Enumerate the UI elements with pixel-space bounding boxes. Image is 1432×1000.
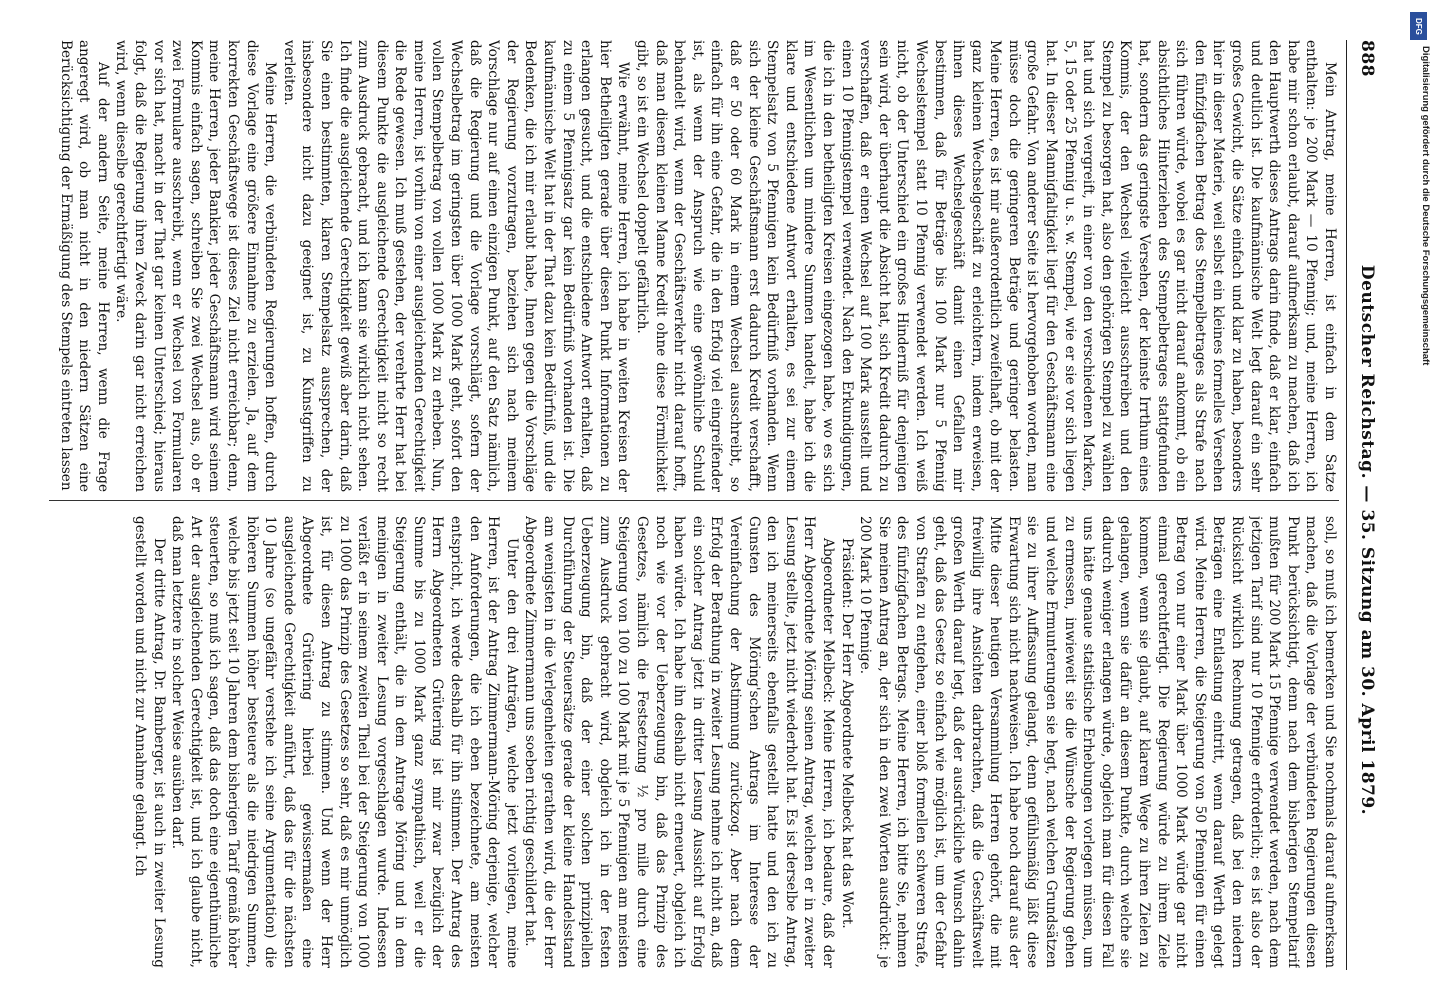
paragraph: Unter den drei Anträgen, welche jetzt vorliegen, meine Herren, ist der Antrag Zimmermann-Möring derjenige, welcher den Anforderungen, die ich eben bezeichnete, am meisten entspricht, ich werde deshalb für ihn stimmen. Der Antrag des Herrn Abgeordneten Grütering ist mir zwar bezüglich der Summe bis zu 1000 Mark ganz sympathisch, weil er die Steigerung enthält, die in dem Antrage Möring und in dem meinigen in zweiter Lesung vorgeschlagen wurde. Indessen verläßt er in seinem zweiten Theil bei der Steigerung von 1000 zu 1000 das Prinzip des Gesetzes so sehr, daß es mir unmöglich ist, für diesen Antrag zu stimmen. Und wenn der Herr Abgeordnete Grütering hierbei gewissermaßen eine ausgleichende Gerechtigkeit anführt, daß das für die nächsten 10 Jahre (so ungefähr verstehe ich seine Argumentation) die höheren Summen höher besteuere als die niedrigen Summen, welche bis jetzt seit 10 Jahren dem bisherigen Tarif gemäß höher steuerten, so muß ich sagen, daß das doch eine eigenthümliche Art der ausgleichenden Gerechtigkeit ist, und ich glaube nicht, daß man letztere in solcher Weise ausüben darf.: [169, 516, 520, 968]
right-column: [39, 516, 1339, 968]
header-rule: [1346, 40, 1347, 970]
speaker-statement: Abgeordneter Melbeck: Meine Herren, ich bedaure, daß der Herr Abgeordnete Möring seinen Antrag, welchen er in zweiter Lesung stellte, jetzt nicht wiederholt hat. Es ist derselbe Antrag, den ich meinerseits ebenfalls gestellt hatte und den ich zu Gunsten des Möring'schen Antrags im Interesse der Vereinfachung der Abstimmung zurückzog. Aber nach dem Erfolg der Berathung in zweiter Lesung nehme ich nicht an, daß ein solcher Antrag jetzt in dritter Lesung Aussicht auf Erfolg haben würde. Ich habe ihn deshalb nicht erneuert, obgleich ich noch wie vor der Ueberzeugung bin, daß das Prinzip des Gesetzes, nämlich die Festsetzung ½ pro mille durch eine Steigerung von 100 zu 100 Mark mit je 5 Pfennigen am meisten zum Ausdruck gebracht wird, obgleich ich in der festen Ueberzeugung bin, daß der einer solchen prinzipiellen Durchführung der Steuersätze gerade der kleine Handelsstand am wenigsten in die Verlegenheiten gerathen wird, die der Herr Abgeordnete Zimmermann uns soeben richtig geschildert hat.: [522, 516, 836, 968]
column-divider: [49, 500, 1339, 501]
paragraph: Der dritte Antrag, Dr. Bamberger, ist auch in zweiter Lesung gestellt worden und nicht zur Annahme gelangt. Ich: [132, 516, 167, 968]
paragraph: Wie erwähnt, meine Herren, ich habe in weiten Kreisen der hier Betheiligten gerade über diesen Punkt Informationen zu erlangen gesucht, und die entschiedene Antwort erhalten, daß zu einem 5 Pfennigsatz gar kein Bedürfniß vorhanden ist. Die kaufmännische Welt hat in der That dazu kein Bedürfniß, und die Bedenken, die ich mir erlaubt habe, Ihnen gegen die Vorschläge der Regierung vorzutragen, beziehen sich nach meinem Vorschlage nur auf einen einzigen Punkt, auf den Satz nämlich, daß die Regierung und die Vorlage vorschlägt, sofern der Wechselbetrag im geringsten über 1000 Mark geht, sofort den vollen Stempelbetrag von vollen 1000 Mark zu erheben. Nun, meine Herren, ist vorhin von einer ausgleichenden Gerechtigkeit die Rede gewesen. Ich muß gestehen, der verehrte Herr hat bei diesem Punkte die ausgleichende Gerechtigkeit nicht so recht zum Ausdruck gebracht, und ich kann sie wirklich nicht sehen. Ich finde die ausgleichende Gerechtigkeit gewiß aber darin, daß Sie einen bestimmten, klaren Stempelsatz aussprechen, der insbesondere nicht dazu geeignet ist, zu Kunstgriffen zu verleiten.: [280, 40, 632, 492]
page-number: 888: [1357, 40, 1377, 77]
paragraph: soll, so muß ich bemerken und Sie nochmals darauf aufmerksam machen, daß die Vorlage der verbündeten Regierungen diesen Punkt berücksichtigt, denn nach dem bisherigen Stempeltarif mußten für 200 Mark 15 Pfennige verwendet werden, nach dem jetzigen Tarif sind nur 10 Pfennige erforderlich; es ist also der Rücksicht wirklich Rechnung getragen, daß bei den niedern Beträgen eine Entlastung eintritt, wenn darauf Werth gelegt wird. Meine Herren, die Steigerung von 50 Pfennigen für einen Betrag von nur einer Mark über 1000 Mark würde gar nicht einmal gerechtfertigt. Die Regierung würde zu ihrem Ziele kommen, wenn sie glaubt, auf klarem Wege zu ihren Zielen zu gelangen, wenn sie dafür an diesem Punkte, durch welche sie dadurch weniger erlangen würde, obgleich man für diesen Fall uns hätte genaue statistische Erhebungen vorlegen müssen, um zu ermessen, inwieweit sie die Wünsche der Regierung gehen und welche Ermunterungen sie hegt, nach welchen Grundsätzen sie zu ihrer Auffassung gelangt, denn gefühlsmäßig läßt diese Erwartung sich nicht nachweisen. Ich habe noch darauf aus der Mitte dieser heutigen Versammlung Herren gehört, die mit freiwillig ihre Ansichten darbrachten, daß die Geschäftswelt großen Werth darauf legt, daß der ausdrückliche Wunsch dahin geht, daß das Gesetz so einfach wie möglich ist, um der Gefahr von Strafen zu entgehen, einer bloß formellen schweren Strafe, des fünfzigfachen Betrags. Meine Herren, ich bitte Sie, nehmen Sie meinen Antrag an, der sich in den zwei Worten ausdrückt: je 200 Mark 10 Pfennige.: [857, 516, 1338, 968]
paragraph: Auf der andern Seite, meine Herren, wenn die Frage angeregt wird, ob man nicht in den niedern Sätzen eine Berücksichtigung der Ermäßigung des Stempels eintreten lassen: [57, 40, 111, 492]
dfg-credit-text: Digitalisierung gefördert durch die Deutsche Forschungsgemeinschaft: [1420, 46, 1431, 366]
dfg-logo: DFG: [1410, 12, 1427, 40]
dfg-credit-strip: [1407, 6, 1431, 994]
left-column: [39, 40, 1339, 492]
running-header: [1351, 40, 1377, 970]
rotated-page-content: [15, 10, 1395, 995]
running-title: Deutscher Reichstag. — 35. Sitzung am 30. April 1879.: [1357, 264, 1377, 816]
president-statement: Präsident: Der Herr Abgeordnete Melbeck hat das Wort.: [838, 538, 855, 929]
paragraph: Mein Antrag, meine Herren, ist einfach in dem Satze enthalten: je 200 Mark — 10 Pfennig; und, meine Herren, ich habe mir schon erlaubt, darauf aufmerksam zu machen, daß ich den Hauptwerth dieses Antrags darin finde, daß er klar, einfach und deutlich ist. Die kaufmännische Welt legt darauf ein sehr großes Gewicht, die Sätze einfach und klar zu haben, besonders hier in dieser Materie, weil selbst ein kleines formelles Versehen den fünfzigfachen Betrag des Stempelbetrages als Strafe nach sich führen würde, wobei es gar nicht darauf ankommt, ob ein absichtliches Hinterziehen des Stempelbetrages stattgefunden hat, sondern das geringste Versehen, der kleinste Irrthum eines Kommis, der den Wechsel vielleicht ausschreiben und den Stempel zu besorgen hat, also den gehörigen Stempel zu wählen hat und sich vergreift, in einer von den verschiedenen Marken, 5, 15 oder 25 Pfennig u. s. w. Stempel, wie er sie vor sich liegen hat. In dieser Mannigfaltigkeit liegt für den Geschäftsmann eine große Gefahr. Von anderer Seite ist hervorgehoben worden, man müsse doch die geringeren Beträge und geringer belasten. Meine Herren, es ist mir außerordentlich zweifelhaft, ob mit der ganz kleinen Wechselgeschäft zu erleichtern, indem erweisen, ihnen dieses Wechselgeschäft damit einen Gefallen mir bestimmen, daß für Beträge bis 100 Mark nur 5 Pfennig Wechselstempel statt 10 Pfennig verwendet werden. Ich weiß nicht, ob der Unterschied ein großes Hinderniß für denjenigen sein wird, der überhaupt die Absicht hat, sich Kredit dadurch zu verschaffen, daß er einen Wechsel auf 100 Mark ausstellt und einen 10 Pfennigstempel verwendet. Nach den Erkundigungen, die ich in den betheiligten Kreisen eingezogen habe, wo es sich im Wesentlichen um mindere Summen handelt, habe ich die klare und entschiedene Antwort erhalten, es sei zur einem Stempelsatz von 5 Pfennigen kein Bedürfniß vorhanden. Wenn sich der kleine Geschäftsmann erst dadurch Kredit verschafft, daß er 50 oder 60 Mark in einem Wechsel ausschreibt, so einfach für ihn eine Gefahr, die in den Erfolg viel eingreifender ist, als wenn der Anspruch wie eine gewöhnliche Schuld behandelt wird, wenn der Geschäftsverkehr nicht darauf hofft, daß man diesem kleinen Manne Kredit ohne diese Förmlichkeit gibt, so ist ein Wechsel doppelt gefährlich.: [634, 40, 1338, 492]
paragraph: Meine Herren, die verbündeten Regierungen hoffen, durch diese Vorlage eine größere Einnahme zu erzielen. Ja, auf dem korrekten Geschäftswege ist dieses Ziel nicht erreichbar; denn, meine Herren, jeder Bankier, jeder Geschäftsmann wird seinem Kommis einfach sagen, schreiben Sie zwei Wechsel aus, ob er zwei Formulare ausschreibt, wenn er Wechsel von Formularen vor sich hat, macht in der That gar keinen Unterschied; hieraus folgt, daß die Regierung ihren Zweck darin gar nicht erreichen wird, wenn dieselbe gerechtfertigt wäre.: [113, 40, 279, 492]
